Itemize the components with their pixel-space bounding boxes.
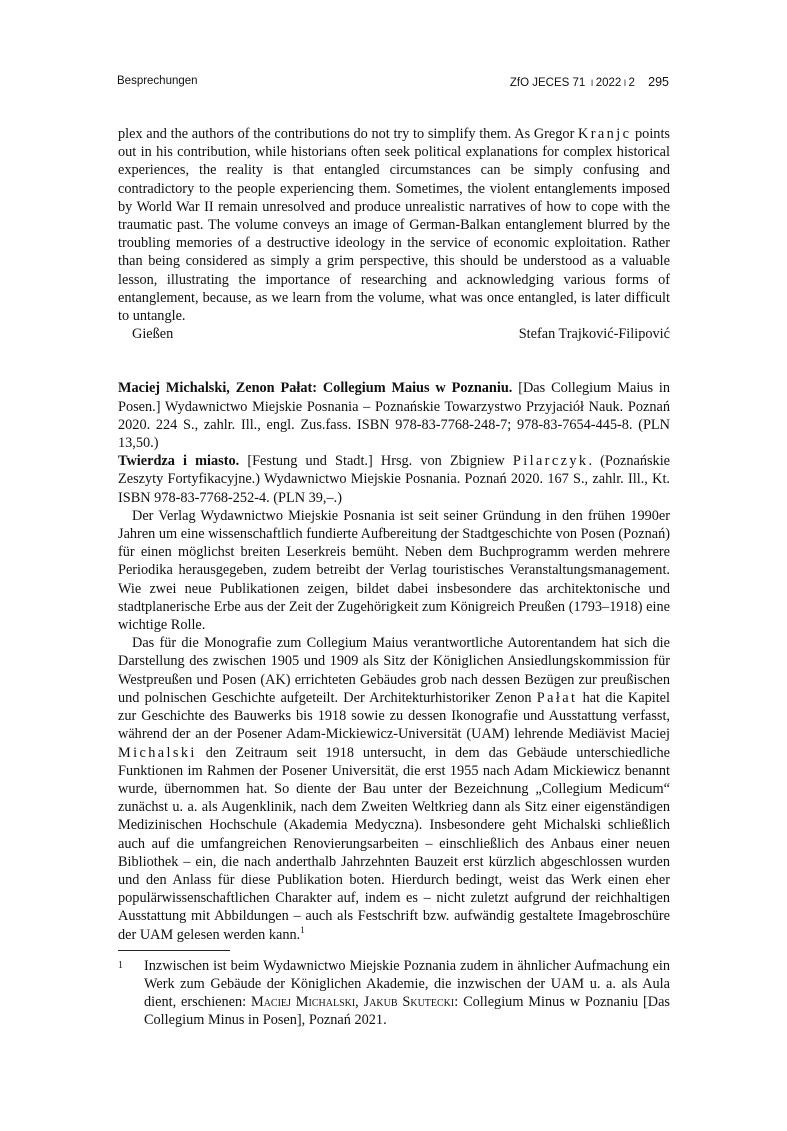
author-name: Pałat (536, 689, 578, 706)
book2-title: Twierdza i miasto. (118, 453, 240, 470)
review-place: Gießen (132, 326, 174, 343)
book2-citation: Twierdza i miasto. [Festung und Stadt.] Hrsg. von Zbigniew Pilarczyk. (Poznańskie Zeszyty Fortyfikacyjne.) Wydawnictwo Miejskie Posnania. Poznań 2020. 167 S., zahlr. Ill., Kt. ISBN 978-83-7768-252-4. (PLN 39,–.) (118, 453, 671, 506)
journal-info (510, 75, 669, 89)
footnote-rule (118, 950, 230, 951)
footnote-text: Inzwischen ist beim Wydawnictwo Miejskie Poznania zudem in ähnlicher Aufmachung ein Werk zum Gebäude der Königlichen Akademie, die inzwischen der UAM u. a. als Aula dient, erschienen: Maciej Michalski, Jakub Skutecki: Collegium Minus w Poznaniu [Das Collegium Minus in Posen], Poznań 2021. (144, 957, 670, 1029)
editor-name: Pilarczyk (512, 453, 589, 470)
separator: ı (623, 77, 627, 89)
page-body (118, 125, 670, 1030)
review1-signature (118, 325, 670, 343)
book1-citation: Maciej Michalski, Zenon Pałat: Collegium Maius w Poznaniu. [Das Collegium Maius in Posen.] Wydawnictwo Miejskie Posnania – Poznańskie Towarzystwo Przyjaciół Nauk. Poznań 2020. 224 S., zahlr. Ill., engl. Zus.fass. ISBN 978-83-7768-248-7; 978-83-7654-445-8. (PLN 13,50.) (118, 380, 670, 452)
review2-paragraph-1: Der Verlag Wydawnictwo Miejskie Posnania ist seit seiner Gründung in den frühen 1990er Jahren um eine wissenschaftlich fundierte Aufbereitung der Stadtgeschichte von Posen (Poznań) für einen möglichst breiten Leserkreis bemüht. Neben dem Buchprogramm werden mehrere Periodika herausgegeben, zudem betreibt der Verlag touristisches Veranstaltungsmanagement. Wie zwei neue Publikationen zeigen, bildet dabei insbesondere das architektonische und stadtplanerische Erbe aus der Zeit der Zugehörigkeit zum Königreich Preußen (1793–1918) eine wichtige Rolle. (118, 507, 670, 634)
journal-issue: 2 (628, 77, 635, 89)
author-name: Michalski (118, 744, 197, 761)
journal-year: 2022 (595, 77, 622, 89)
review2-paragraph-2: Das für die Monografie zum Collegium Maius verantwortliche Autorentandem hat sich die Darstellung des zwischen 1905 und 1909 als Sitz der Königlichen Ansiedlungskommission für Westpreußen und Posen (AK) errichteten Gebäudes grob nach dessen Bezügen zur preußischen und polnischen Geschichte aufgeteilt. Der Architekturhistoriker Zenon Pałat hat die Kapitel zur Geschichte des Bauwerks bis 1918 sowie zu dessen Ikonografie und Ausstattung verfasst, während der an der Posener Adam-Mickiewicz-Universität (UAM) lehrende Mediävist Maciej Michalski den Zeitraum seit 1918 untersucht, in dem das Gebäude unterschiedliche Funktionen im Rahmen der Posener Universität, die erst 1955 nach Adam Mickiewicz benannt wurde, übernommen hat. So diente der Bau unter der Bezeichnung „Collegium Medicum“ zunächst u. a. als Augenklinik, nach dem Zweiten Weltkrieg dann als Sitz einer eigenständigen Medizinischen Hochschule (Akademia Medyczna). Insbesondere geht Michalski schließlich auch auf die umfangreichen Renovierungsarbeiten – einschließlich des Anbaus einer neuen Bibliothek – ein, die nach anderthalb Jahrzehnten Bauzeit erst kürzlich abgeschlossen wurden und den Anlass für diese Publikation boten. Hierdurch bedingt, weist das Werk einen eher populärwissenschaftlichen Charakter auf, indem es – nicht zuletzt aufgrund der reichhaltigen Ausstattung mit Abbildungen – auch als Festschrift bzw. aufwändig gestaltete Imagebroschüre der UAM gelesen werden kann.$^1$ (118, 635, 670, 943)
book1-title: Maciej Michalski, Zenon Pałat: Collegium Maius w Poznaniu. (118, 380, 513, 397)
journal-name: ZfO JECES 71 (509, 77, 586, 89)
review1-paragraph: plex and the authors of the contributions do not try to simplify them. As Gregor Kranjc points out in his contribution, while historians often seek political explanations for complex historical experiences, the reality is that entangled circumstances can be simply confusing and contradictory to the people experiencing them. Sometimes, the violent entanglements imposed by World War II remain unresolved and produce unrealistic narratives of how to cope with the traumatic past. The volume conveys an image of German-Balkan entanglement blurred by the troubling memories of a destructive ideology in the service of economic exploitation. Rather than being considered as simply a grim perspective, this should be understood as a valuable lesson, illustrating the importance of researching and acknowledging various forms of entanglement, because, as we learn from the volume, what was once entangled, is later difficult to untangle. (118, 126, 670, 325)
footnote-number: 1 (118, 959, 123, 971)
footnote-ref[interactable]: 1 (300, 924, 305, 935)
footnote (118, 957, 670, 1030)
separator: ı (590, 77, 594, 89)
reviewer-name: Stefan Trajković-Filipović (518, 326, 670, 343)
footnote-authors: Maciej Michalski, Jakub Skutecki (251, 994, 455, 1011)
page-number: 295 (648, 75, 669, 89)
running-header (117, 75, 669, 93)
section-title: Besprechungen (117, 75, 198, 87)
author-name: Kranjc (578, 126, 632, 142)
